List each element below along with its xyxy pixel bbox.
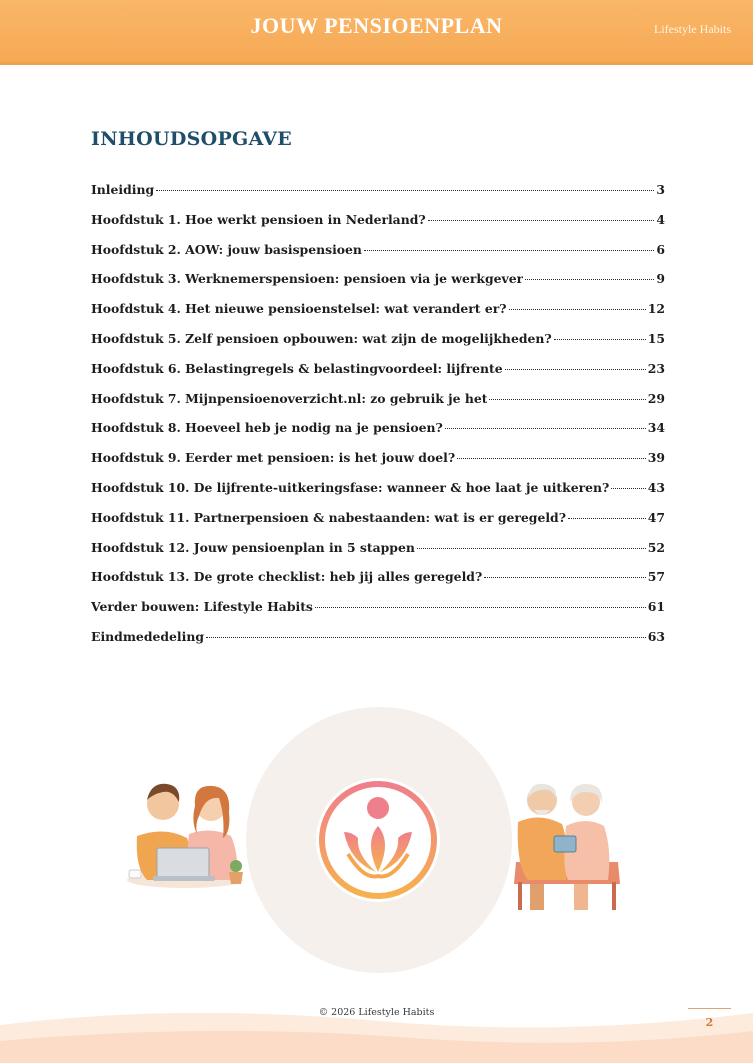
toc-entry-label: Verder bouwen: Lifestyle Habits xyxy=(91,599,313,615)
toc-entry[interactable] xyxy=(91,242,665,272)
table-of-contents xyxy=(91,182,665,659)
toc-entry[interactable] xyxy=(91,420,665,450)
page-header xyxy=(0,0,753,65)
toc-dot-leader xyxy=(417,548,646,549)
toc-entry-label: Hoofdstuk 3. Werknemerspensioen: pensioen via je werkgever xyxy=(91,271,524,287)
toc-heading: INHOUDSOPGAVE xyxy=(91,128,293,150)
toc-dot-leader xyxy=(554,339,646,340)
toc-entry-page: 34 xyxy=(647,420,665,436)
toc-entry-page: 63 xyxy=(647,628,665,644)
toc-entry-label: Hoofdstuk 5. Zelf pensioen opbouwen: wat zijn de mogelijkheden? xyxy=(91,330,552,346)
toc-entry[interactable] xyxy=(91,599,665,629)
toc-entry[interactable] xyxy=(91,450,665,480)
toc-dot-leader xyxy=(611,488,645,489)
toc-entry-label: Hoofdstuk 10. De lijfrente-uitkeringsfase: wanneer & hoe laat je uitkeren? xyxy=(91,479,610,495)
page-number: 2 xyxy=(705,1016,714,1029)
toc-entry-page: 29 xyxy=(647,390,665,406)
toc-dot-leader xyxy=(568,518,646,519)
toc-dot-leader xyxy=(428,220,655,221)
toc-dot-leader xyxy=(315,607,646,608)
page-number-divider xyxy=(688,1008,731,1009)
toc-entry[interactable] xyxy=(91,569,665,599)
toc-entry[interactable] xyxy=(91,331,665,361)
toc-entry[interactable] xyxy=(91,629,665,659)
toc-entry-label: Hoofdstuk 1. Hoe werkt pensioen in Nederland? xyxy=(91,211,426,227)
toc-dot-leader xyxy=(457,458,646,459)
toc-entry[interactable] xyxy=(91,361,665,391)
toc-entry-label: Hoofdstuk 13. De grote checklist: heb jij alles geregeld? xyxy=(91,569,483,585)
toc-entry-page: 57 xyxy=(647,569,665,585)
lotus-figure-logo xyxy=(314,776,442,904)
toc-entry-label: Hoofdstuk 8. Hoeveel heb je nodig na je pensioen? xyxy=(91,420,443,436)
toc-entry[interactable] xyxy=(91,391,665,421)
toc-dot-leader xyxy=(505,369,646,370)
young-couple-laptop-illustration xyxy=(125,776,250,891)
toc-entry[interactable] xyxy=(91,301,665,331)
toc-entry[interactable] xyxy=(91,540,665,570)
toc-dot-leader xyxy=(445,428,646,429)
senior-couple-tablet-illustration xyxy=(508,776,625,916)
toc-entry-page: 3 xyxy=(656,182,665,197)
toc-entry-label: Hoofdstuk 6. Belastingregels & belastingvoordeel: lijfrente xyxy=(91,360,503,376)
toc-entry-label: Hoofdstuk 11. Partnerpensioen & nabestaanden: wat is er geregeld? xyxy=(91,509,566,525)
footer-wave-decoration xyxy=(0,995,753,1063)
toc-dot-leader xyxy=(206,637,646,638)
toc-entry-page: 12 xyxy=(647,301,665,317)
toc-entry-page: 15 xyxy=(647,330,665,346)
toc-entry-page: 52 xyxy=(647,539,665,555)
toc-entry[interactable] xyxy=(91,510,665,540)
toc-entry-page: 9 xyxy=(656,271,665,287)
toc-dot-leader xyxy=(156,190,654,191)
toc-entry[interactable] xyxy=(91,212,665,242)
toc-entry-page: 23 xyxy=(647,360,665,376)
toc-entry-page: 43 xyxy=(647,479,665,495)
toc-entry-label: Eindmededeling xyxy=(91,628,204,644)
toc-entry[interactable] xyxy=(91,271,665,301)
toc-entry[interactable] xyxy=(91,182,665,212)
toc-entry-page: 39 xyxy=(647,450,665,466)
toc-entry-label: Hoofdstuk 2. AOW: jouw basispensioen xyxy=(91,241,362,257)
document-title: JOUW PENSIOENPLAN xyxy=(250,13,503,38)
toc-dot-leader xyxy=(484,577,646,578)
toc-entry-label: Hoofdstuk 7. Mijnpensioenoverzicht.nl: zo gebruik je het xyxy=(91,390,488,406)
toc-entry-page: 47 xyxy=(647,509,665,525)
toc-dot-leader xyxy=(525,279,654,280)
toc-entry-page: 61 xyxy=(647,599,665,615)
toc-entry-page: 6 xyxy=(656,241,665,257)
copyright-notice: © 2026 Lifestyle Habits xyxy=(318,1007,435,1018)
toc-entry-label: Inleiding xyxy=(91,182,155,197)
toc-entry[interactable] xyxy=(91,480,665,510)
toc-dot-leader xyxy=(509,309,646,310)
toc-entry-label: Hoofdstuk 9. Eerder met pensioen: is het jouw doel? xyxy=(91,450,456,466)
toc-dot-leader xyxy=(364,250,654,251)
toc-entry-page: 4 xyxy=(656,211,665,227)
toc-entry-label: Hoofdstuk 12. Jouw pensioenplan in 5 stappen xyxy=(91,539,415,555)
header-brand: Lifestyle Habits xyxy=(654,22,731,36)
toc-entry-label: Hoofdstuk 4. Het nieuwe pensioenstelsel: wat verandert er? xyxy=(91,301,507,317)
toc-dot-leader xyxy=(489,399,645,400)
